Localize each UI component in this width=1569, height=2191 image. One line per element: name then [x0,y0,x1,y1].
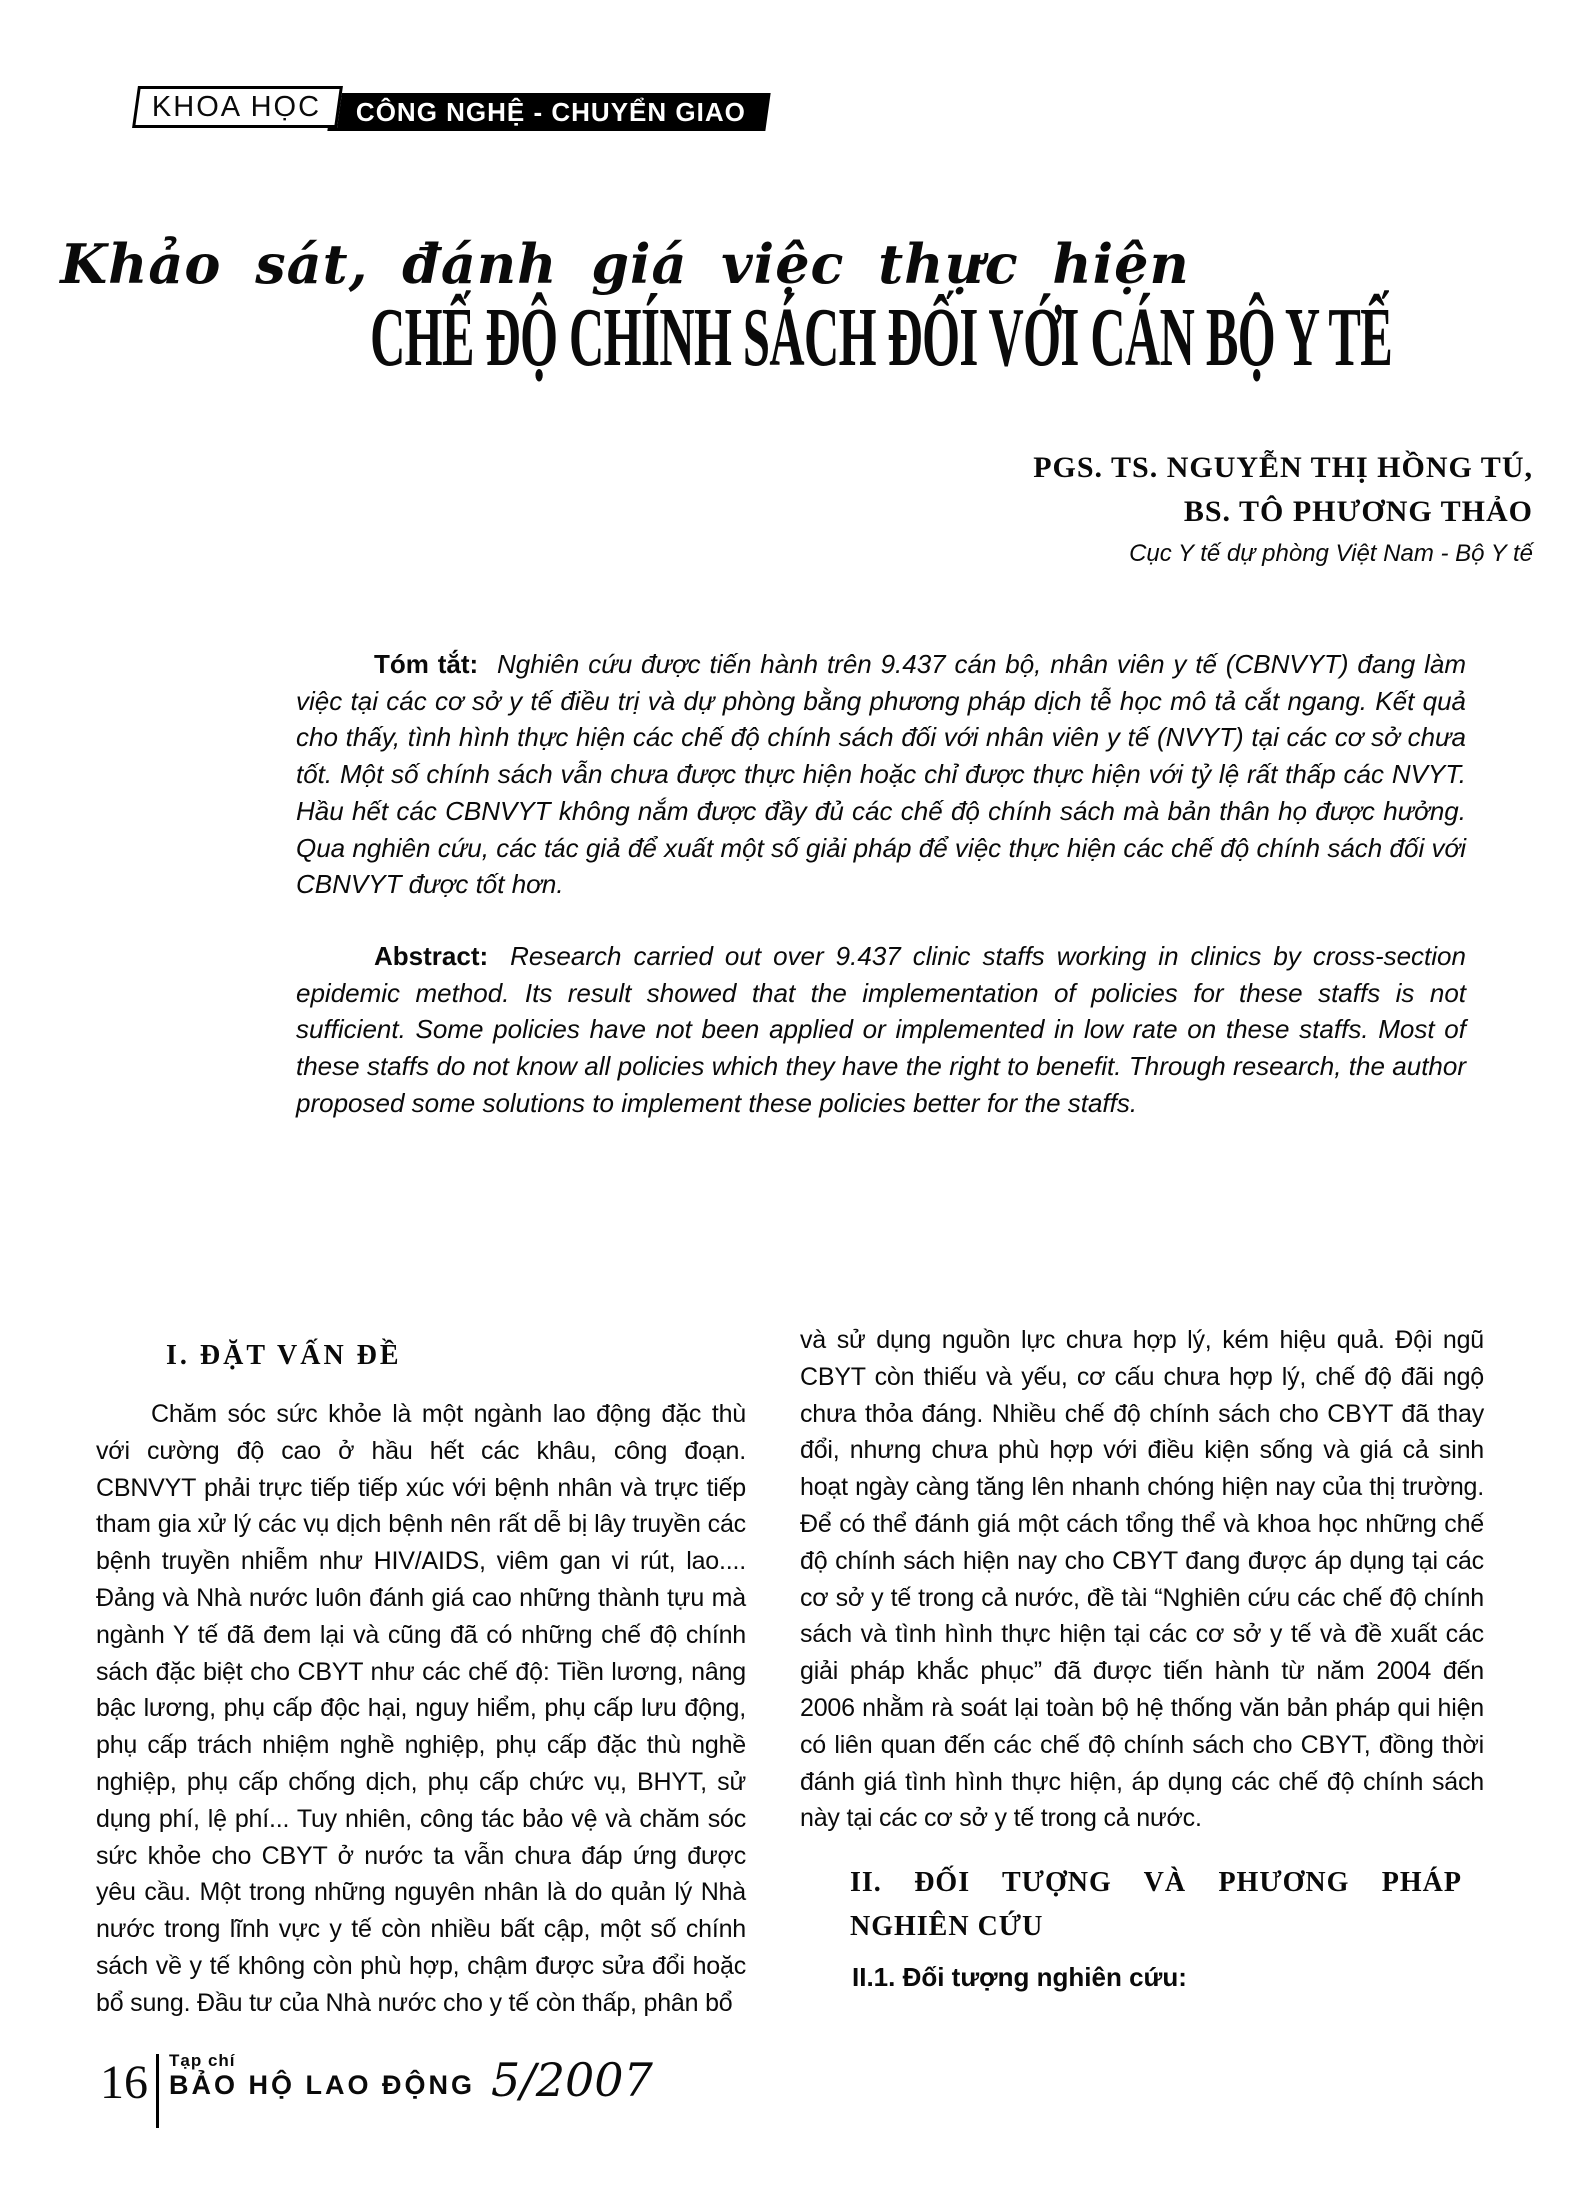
abstract-en-label: Abstract: [374,941,489,971]
left-column [96,1336,746,2022]
section-2-1-subheading: II.1. Đối tượng nghiên cứu: [852,1962,1187,1993]
abstract-en-text: Research carried out over 9.437 clinic staffs working in clinics by cross-section epidemic method. Its result showed that the implementation of policies for these staffs is not sufficient. Some policies have not been applied or implemented in low rate on these staffs. Most of these staffs do not know all policies which they have the right to benefit. Through research, the author proposed some solutions to implement these policies better for the staffs. [296,941,1466,1118]
section-badge [135,86,768,131]
journal-label: Tạp chí [169,2051,236,2070]
badge-technology-label: CÔNG NGHỆ - CHUYỂN GIAO [356,96,747,127]
journal-name-block [169,2052,475,2100]
badge-technology-box [327,93,770,131]
abstract-vietnamese [296,646,1466,903]
right-column-paragraph: và sử dụng nguồn lực chưa hợp lý, kém hiệu quả. Đội ngũ CBYT còn thiếu và yếu, cơ cấu chưa hợp lý, chế độ đãi ngộ chưa thỏa đáng. Nhiều chế độ chính sách cho CBYT đã thay đổi, nhưng chưa phù hợp với điều kiện sống và giá cả sinh hoạt ngày càng tăng lên nhanh chóng hiện nay của thị trường. Để có thể đánh giá một cách tổng thể và khoa học những chế độ chính sách hiện nay cho CBYT đang được áp dụng tại các cơ sở y tế trong cả nước, đề tài “Nghiên cứu các chế độ chính sách và tình hình thực hiện tại các cơ sở y tế và đề xuất các giải pháp khắc phục” đã được tiến hành từ năm 2004 đến 2006 nhằm rà soát lại toàn bộ hệ thống văn bản pháp qui hiện có liên quan đến các chế độ chính sách cho CBYT, đồng thời đánh giá tình hình thực hiện, áp dụng các chế độ chính sách này tại các cơ sở y tế trong cả nước. [800,1326,1484,1833]
badge-science-box [132,86,343,128]
left-column-paragraph: Chăm sóc sức khỏe là một ngành lao động đặc thù với cường độ cao ở hầu hết các khâu, công đoạn. CBNVYT phải trực tiếp tiếp xúc với bệnh nhân và trực tiếp tham gia xử lý các vụ dịch bệnh nên rất dễ bị lây truyền các bệnh truyền nhiễm như HIV/AIDS, viêm gan vi rút, lao.... Đảng và Nhà nước luôn đánh giá cao những thành tựu mà ngành Y tế đã đem lại và cũng đã có những chế độ chính sách đặc biệt cho CBYT như các chế độ: Tiền lương, nâng bậc lương, phụ cấp độc hại, nguy hiểm, phụ cấp lưu động, phụ cấp trách nhiệm nghề nghiệp, phụ cấp đặc thù nghề nghiệp, phụ cấp chống dịch, phụ cấp chức vụ, BHYT, sử dụng phí, lệ phí... Tuy nhiên, công tác bảo vệ và chăm sóc sức khỏe cho CBYT ở nước ta vẫn chưa đáp ứng được yêu cầu. Một trong những nguyên nhân là do quản lý Nhà nước trong lĩnh vực y tế còn nhiều bất cập, một số chính sách về y tế không còn phù hợp, chậm được sửa đổi hoặc bổ sung. Đầu tư của Nhà nước cho y tế còn thấp, phân bổ [96,1400,746,2017]
abstract-vi-label: Tóm tắt: [374,649,479,679]
section-1-heading: I. ĐẶT VẤN ĐỀ [166,1340,402,1371]
abstract-english [296,938,1466,1122]
article-subtitle-script: Khảo sát, đánh giá việc thực hiện [60,232,1190,296]
article-title [0,288,1393,388]
footer-divider [156,2054,159,2128]
journal-name: BẢO HỘ LAO ĐỘNG [169,2070,475,2100]
page-footer [100,2052,653,2128]
page-number: 16 [100,2056,148,2109]
abstract-vi-text: Nghiên cứu được tiến hành trên 9.437 cán bộ, nhân viên y tế (CBNVYT) đang làm việc tại các cơ sở y tế điều trị và dự phòng bằng phương pháp dịch tễ học mô tả cắt ngang. Kết quả cho thấy, tình hình thực hiện các chế độ chính sách đối với nhân viên y tế (NVYT) tại các cơ sở chưa tốt. Một số chính sách vẫn chưa được thực hiện hoặc chỉ được thực hiện với tỷ lệ rất thấp các NVYT. Hầu hết các CBNVYT không nắm được đầy đủ các chế độ chính sách mà bản thân họ được hưởng. Qua nghiên cứu, các tác giả để xuất một số giải pháp để việc thực hiện các chế độ chính sách đối với CBNVYT được tốt hơn. [296,649,1466,900]
author-name-1: PGS. TS. NGUYỄN THỊ HỒNG TÚ, [1033,451,1533,484]
authors-block [1033,446,1533,571]
badge-science-label: KHOA HỌC [152,90,322,123]
section-2-heading: II. ĐỐI TƯỢNG VÀ PHƯƠNG PHÁP NGHIÊN CỨU [850,1867,1462,1943]
right-column [800,1322,1484,1995]
article-title-text: CHẾ ĐỘ CHÍNH SÁCH ĐỐI VỚI CÁN BỘ Y TẾ [370,291,1393,384]
issue-number: 5/2007 [491,2053,653,2107]
authors-affiliation: Cục Y tế dự phòng Việt Nam - Bộ Y tế [1129,540,1533,567]
author-name-2: BS. TÔ PHƯƠNG THẢO [1183,495,1533,528]
